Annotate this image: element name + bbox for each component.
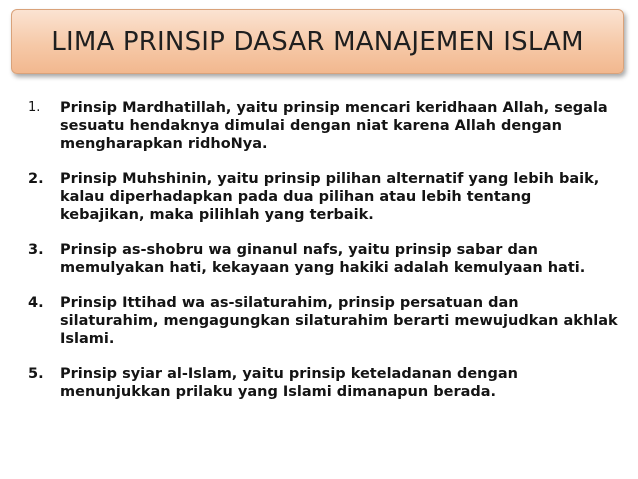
list-item	[28, 241, 618, 277]
list-item	[28, 294, 618, 348]
item-text: Prinsip as-shobru wa ginanul nafs, yaitu prinsip sabar dan memulyakan hati, kekayaan yang hakiki adalah kemulyaan hati.	[60, 242, 586, 276]
item-text: Prinsip syiar al-Islam, yaitu prinsip keteladanan dengan menunjukkan prilaku yang Islami dimanapun berada.	[60, 366, 518, 400]
item-number: 5.	[28, 366, 44, 382]
item-number: 2.	[28, 171, 44, 187]
item-number: 1.	[28, 100, 41, 115]
list-item	[28, 99, 618, 153]
slide-title: LIMA PRINSIP DASAR MANAJEMEN ISLAM	[51, 26, 584, 57]
principles-list	[28, 99, 618, 418]
title-banner	[11, 9, 624, 74]
item-text: Prinsip Muhshinin, yaitu prinsip pilihan alternatif yang lebih baik, kalau diperhadapkan pada dua pilihan atau lebih tentang kebajikan, maka pilihlah yang terbaik.	[60, 171, 600, 223]
item-text: Prinsip Mardhatillah, yaitu prinsip mencari keridhaan Allah, segala sesuatu hendaknya dimulai dengan niat karena Allah dengan mengharapkan ridhoNya.	[60, 100, 608, 152]
item-number: 3.	[28, 242, 44, 258]
item-text: Prinsip Ittihad wa as-silaturahim, prinsip persatuan dan silaturahim, mengagungkan silaturahim berarti mewujudkan akhlak Islami.	[60, 295, 618, 347]
list-item	[28, 170, 618, 224]
list-item	[28, 365, 618, 401]
item-number: 4.	[28, 295, 44, 311]
